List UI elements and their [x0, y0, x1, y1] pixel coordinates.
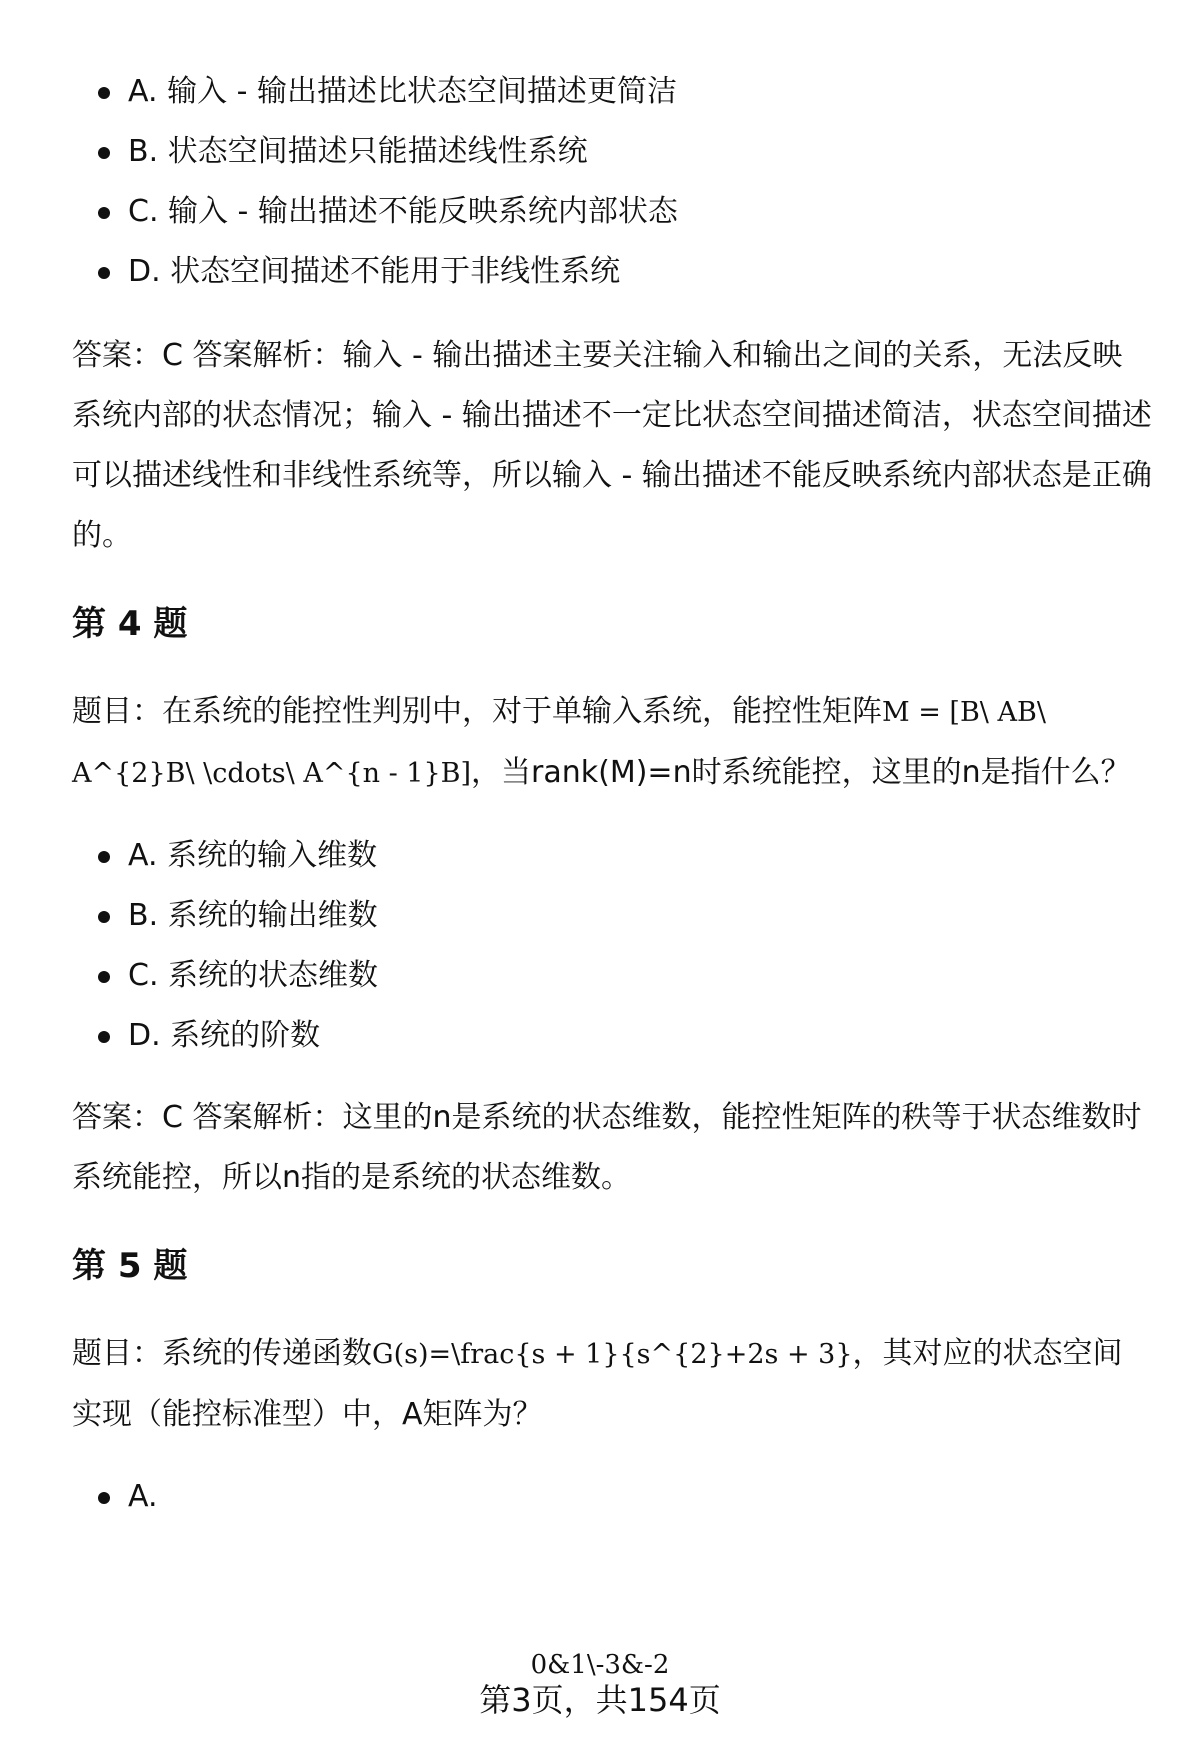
q5-question-suffix: ，其对应的状态空间实现（能控标准型）中，A矩阵为？ [72, 1336, 1123, 1432]
q5-options [72, 1467, 1152, 1527]
q4-question [72, 682, 1152, 804]
q4-option-c: C. 系统的状态维数 [72, 946, 1152, 1006]
q4-answer: 答案：C 答案解析：这里的n是系统的状态维数，能控性矩阵的秩等于状态维数时系统能控，所以n指的是系统的状态维数。 [72, 1100, 1142, 1195]
q5-option-a-matrix: 0&1\-3&-2 [530, 1650, 670, 1680]
q3-options [72, 62, 1152, 302]
q4-options [72, 826, 1152, 1066]
q3-answer: 答案：C 答案解析：输入 - 输出描述主要关注输入和输出之间的关系，无法反映系统内部的状态情况；输入 - 输出描述不一定比状态空间描述简洁，状态空间描述可以描述线性和非线性系统等，所以输入 - 输出描述不能反映系统内部状态是正确的。 [72, 338, 1152, 553]
q5-question-prefix: 题目：系统的传递函数 [72, 1336, 372, 1371]
q4-option-a: A. 系统的输入维数 [72, 826, 1152, 886]
q4-option-d: D. 系统的阶数 [72, 1006, 1152, 1066]
q5-question [72, 1324, 1152, 1445]
q4-heading: 第 4 题 [72, 604, 188, 644]
q3-option-c: C. 输入 - 输出描述不能反映系统内部状态 [72, 182, 1152, 242]
page-content [72, 62, 1152, 1527]
q5-question-math: G(s)=\frac{s + 1}{s^{2}+2s + 3} [372, 1339, 853, 1370]
q5-heading: 第 5 题 [72, 1246, 188, 1286]
q4-question-prefix: 题目：在系统的能控性判别中，对于单输入系统，能控性矩阵 [72, 694, 882, 729]
q3-option-a: A. 输入 - 输出描述比状态空间描述更简洁 [72, 62, 1152, 122]
page-number: 第3页，共154页 [479, 1681, 721, 1719]
q4-option-b: B. 系统的输出维数 [72, 886, 1152, 946]
q3-option-b: B. 状态空间描述只能描述线性系统 [72, 122, 1152, 182]
q3-option-d: D. 状态空间描述不能用于非线性系统 [72, 242, 1152, 302]
q4-question-suffix: ，当rank(M)=n时系统能控，这里的n是指什么？ [471, 755, 1131, 790]
q5-option-a: A. [72, 1467, 1152, 1527]
q4-question-math: M = [B\ AB\ A^{2}B\ \cdots\ A^{n - 1}B] [72, 697, 1046, 789]
